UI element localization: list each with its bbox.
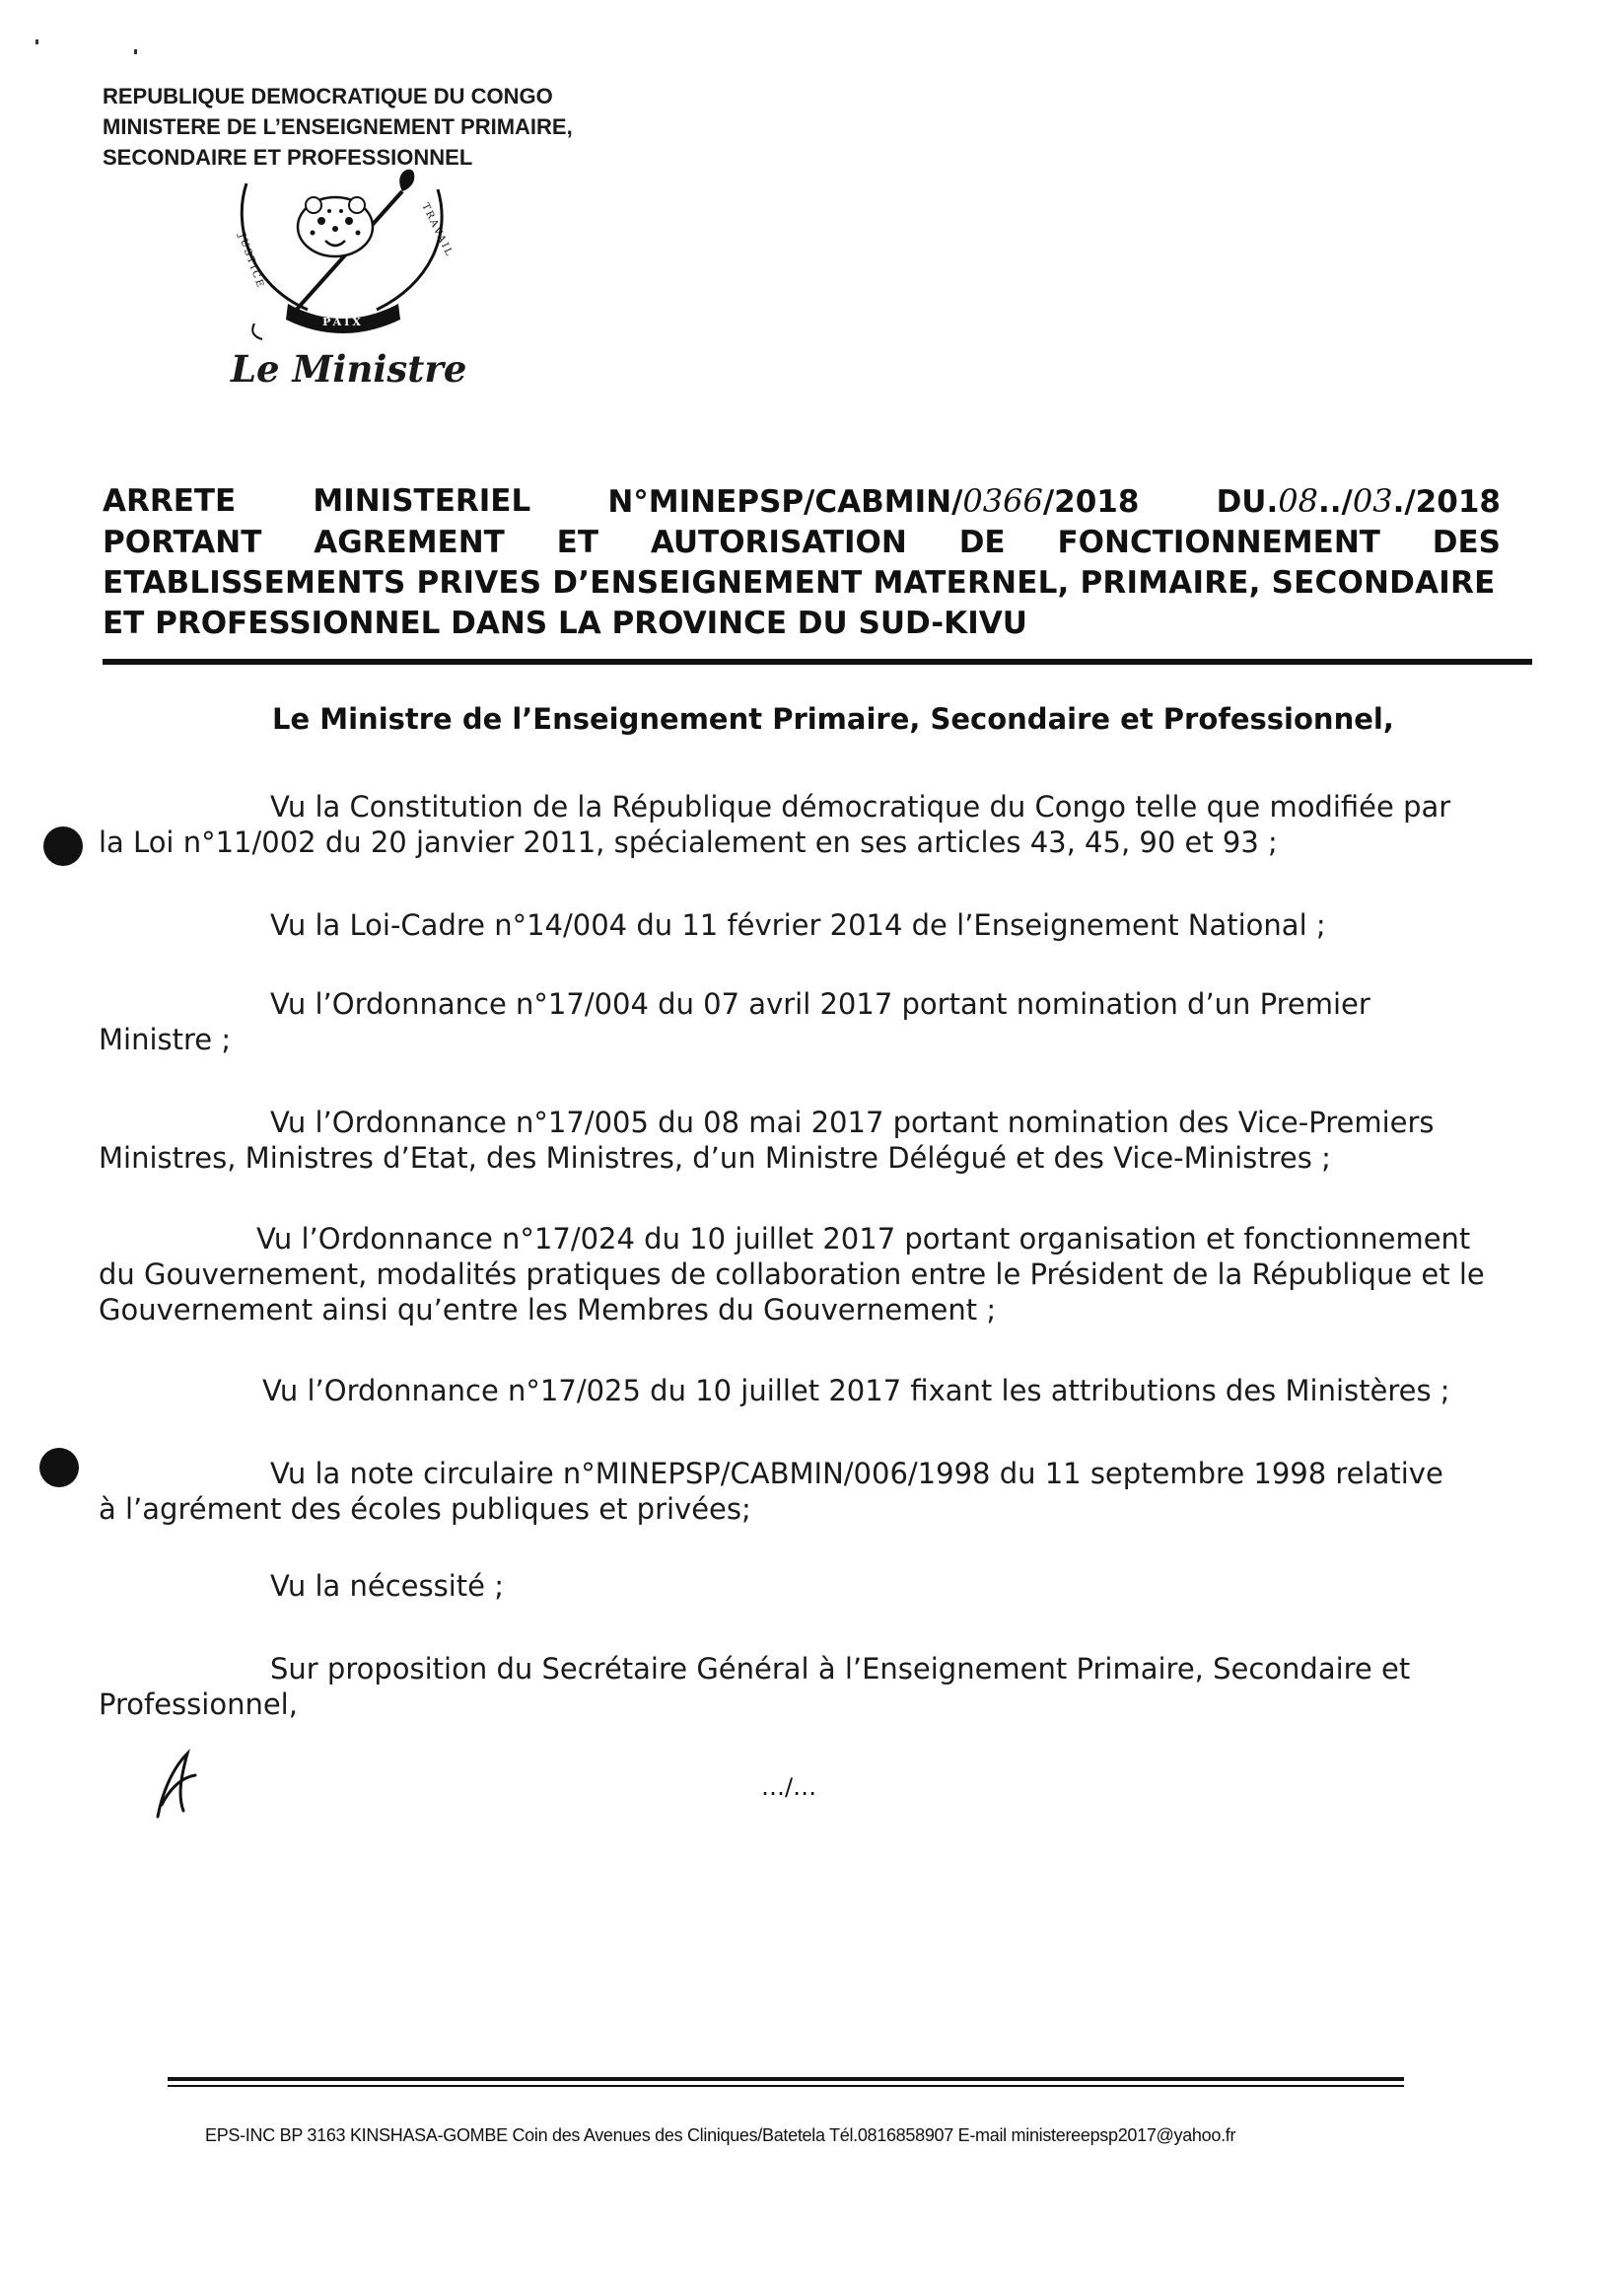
paragraph-first-line: Sur proposition du Secrétaire Général à l’Enseignement Primaire, Secondaire et	[270, 1652, 1411, 1686]
decree-word: AUTORISATION	[650, 525, 907, 560]
letterhead-country: REPUBLIQUE DEMOCRATIQUE DU CONGO	[103, 84, 553, 108]
emblem-motto-center: PAIX	[322, 316, 364, 328]
emblem-motto-right: TRAVAIL	[419, 201, 456, 259]
paragraph-first-line: Vu l’Ordonnance n°17/004 du 07 avril 2017 portant nomination d’un Premier	[270, 987, 1370, 1021]
letterhead	[103, 81, 573, 173]
paragraph-first-line: Vu la Loi-Cadre n°14/004 du 11 février 2014 de l’Enseignement National ;	[270, 908, 1326, 942]
paragraph-first-line: Vu l’Ordonnance n°17/024 du 10 juillet 2017 portant organisation et fonctionnement	[256, 1222, 1471, 1256]
paragraph-line: Ministres, Ministres d’Etat, des Ministres, d’un Ministre Délégué et des Vice-Ministres ;	[99, 1141, 1331, 1175]
decree-word: MINISTERIEL	[313, 483, 531, 519]
preamble-paragraph	[99, 1651, 1499, 1722]
paragraph-line: Gouvernement ainsi qu’entre les Membres du Gouvernement ;	[99, 1293, 997, 1327]
decree-word: FONCTIONNEMENT	[1057, 525, 1380, 560]
decree-title-line-4: ET PROFESSIONNEL DANS LA PROVINCE DU SUD-KIVU	[103, 606, 1027, 641]
preamble-paragraph	[99, 789, 1499, 860]
minister-heading: Le Ministre de l’Enseignement Primaire, Secondaire et Professionnel,	[272, 702, 1394, 736]
leopard-head-icon	[298, 197, 373, 256]
preamble-paragraph	[99, 907, 1499, 943]
page-continuation-mark: …/…	[761, 1773, 817, 1801]
handwritten-month: 03	[1352, 482, 1393, 520]
paragraph-first-line: Vu la Constitution de la République démocratique du Congo telle que modifiée par	[270, 790, 1451, 824]
emblem-motto-left: JUSTICE	[236, 232, 266, 291]
preamble-paragraph	[99, 1456, 1499, 1527]
decree-word: DES	[1432, 525, 1501, 560]
preamble-paragraph	[99, 1105, 1499, 1176]
preamble-paragraph	[99, 1373, 1499, 1408]
signatory-title: Le Ministre	[231, 347, 467, 391]
decree-title-line-2	[103, 523, 1501, 563]
scan-speck	[134, 49, 137, 54]
punch-hole-mark	[43, 826, 83, 866]
coat-of-arms-emblem	[219, 166, 465, 343]
paragraph-line: la Loi n°11/002 du 20 janvier 2011, spécialement en ses articles 43, 45, 90 et 93 ;	[99, 825, 1278, 859]
spear-tip-icon	[399, 170, 414, 191]
letterhead-ministry: MINISTERE DE L’ENSEIGNEMENT PRIMAIRE,	[103, 114, 573, 139]
paragraph-first-line: Vu l’Ordonnance n°17/005 du 08 mai 2017 portant nomination des Vice-Premiers	[270, 1106, 1435, 1139]
decree-word: AGREMENT	[314, 525, 505, 560]
scan-speck	[35, 39, 38, 44]
decree-word: DE	[958, 525, 1006, 560]
paragraph-line: du Gouvernement, modalités pratiques de collaboration entre le Président de la République et le	[99, 1257, 1485, 1291]
preamble-paragraph	[99, 1568, 1499, 1604]
handwritten-day: 08	[1278, 482, 1318, 520]
paragraph-first-line: Vu la note circulaire n°MINEPSP/CABMIN/006/1998 du 11 septembre 1998 relative	[270, 1457, 1443, 1490]
footer-rule	[168, 2077, 1404, 2081]
paragraph-line: à l’agrément des écoles publiques et privées;	[99, 1492, 751, 1526]
preamble-paragraph	[99, 1221, 1499, 1327]
decree-word: PORTANT	[103, 525, 262, 560]
paragraph-line: Professionnel,	[99, 1687, 298, 1721]
handwritten-decree-number: 0366	[962, 482, 1043, 520]
paragraph-first-line: Vu la nécessité ;	[270, 1569, 504, 1603]
decree-reference-number: N°MINEPSP/CABMIN/0366/2018	[607, 482, 1140, 520]
preamble-paragraph	[99, 986, 1499, 1057]
paragraph-first-line: Vu l’Ordonnance n°17/025 du 10 juillet 2017 fixant les attributions des Ministères ;	[262, 1374, 1450, 1407]
decree-date: DU.08../03./2018	[1216, 482, 1501, 520]
letterhead-ministry-cont: SECONDAIRE ET PROFESSIONNEL	[103, 145, 473, 170]
paragraph-line: Ministre ;	[99, 1023, 232, 1056]
title-underline	[103, 659, 1532, 665]
footer-contact: EPS-INC BP 3163 KINSHASA-GOMBE Coin des Avenues des Cliniques/Batetela Tél.0816858907 E-mail ministereepsp2017@yahoo.fr	[205, 2125, 1236, 2145]
decree-title-line-3: ETABLISSEMENTS PRIVES D’ENSEIGNEMENT MATERNEL, PRIMAIRE, SECONDAIRE	[103, 565, 1496, 601]
punch-hole-mark	[39, 1448, 79, 1487]
footer-rule	[168, 2085, 1404, 2087]
handwritten-initial	[148, 1746, 207, 1825]
decree-word: ET	[556, 525, 598, 560]
decree-title	[103, 481, 1501, 644]
decree-title-line-1	[103, 481, 1501, 523]
decree-word: ARRETE	[103, 483, 237, 519]
